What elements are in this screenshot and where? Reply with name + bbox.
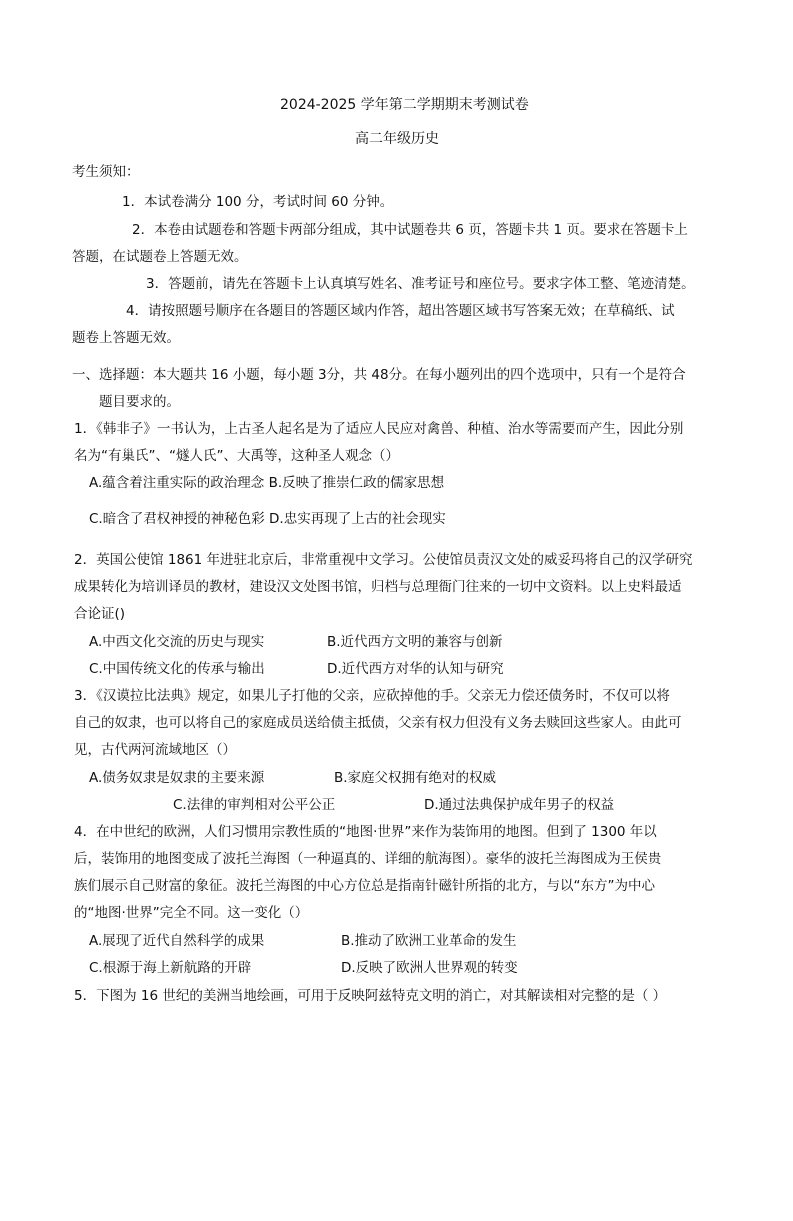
question-4-stem-cont-2: 族们展示自己财富的象征。波托兰海图的中心方位总是指南针磁针所指的北方，与以“东方”为中心: [74, 878, 655, 894]
question-5-stem: 5．下图为 16 世纪的美洲当地绘画，可用于反映阿兹特克文明的消亡，对其解读相对完整的是（ ）: [74, 988, 667, 1004]
question-2-option-c: C.中国传统文化的传承与输出: [89, 661, 265, 677]
question-2-stem-cont-2: 合论证(): [74, 606, 126, 622]
question-1-options-cd: [89, 510, 446, 528]
exam-title: 2024-2025 学年第二学期期末考测试卷: [280, 97, 529, 113]
question-3-option-c: C.法律的审判相对公平公正: [173, 797, 336, 813]
question-3-option-b: B.家庭父权拥有绝对的权威: [334, 770, 497, 786]
question-4-stem-cont-3: 的“地图·世界”完全不同。这一变化（）: [74, 905, 309, 921]
section-heading-cont: 题目要求的。: [99, 394, 180, 410]
question-4-option-c: C.根源于海上新航路的开辟: [89, 960, 252, 976]
question-1-stem-cont: 名为“有巢氏”、“燧人氏”、大禹等，这种圣人观念（）: [74, 448, 399, 464]
question-2-option-d: D.近代西方对华的认知与研究: [327, 661, 504, 677]
question-4-stem-cont-1: 后，装饰用的地图变成了波托兰海图（一种逼真的、详细的航海图）。豪华的波托兰海图成为王侯贵: [74, 851, 662, 867]
notice-item-4: 4．请按照题号顺序在各题目的答题区域内作答，超出答题区域书写答案无效；在草稿纸、试: [126, 303, 675, 319]
notice-item-4-cont: 题卷上答题无效。: [72, 330, 180, 346]
exam-subtitle: 高二年级历史: [355, 131, 439, 147]
notice-item-1: 1．本试卷满分 100 分，考试时间 60 分钟。: [122, 194, 394, 210]
question-1-stem: 1．《韩非子》一书认为，上古圣人起名是为了适应人民应对禽兽、种植、治水等需要而产生，因此分别: [74, 421, 684, 437]
question-1-options-ab: [89, 474, 444, 492]
question-4-stem: 4．在中世纪的欧洲，人们习惯用宗教性质的“地图·世界”来作为装饰用的地图。但到了 1300 年以: [74, 824, 657, 840]
question-1-option-a: A.蕴含着注重实际的政治理念: [89, 475, 265, 491]
notice-heading: 考生须知：: [72, 164, 140, 180]
notice-item-3: 3．答题前，请先在答题卡上认真填写姓名、准考证号和座位号。要求字体工整、笔迹清楚。: [146, 276, 695, 292]
question-3-stem-cont-2: 见，古代两河流域地区（）: [74, 742, 236, 758]
question-3-option-a: A.债务奴隶是奴隶的主要来源: [89, 770, 265, 786]
notice-item-2: 2．本卷由试题卷和答题卡两部分组成，其中试题卷共 6 页，答题卡共 1 页。要求在答题卡上: [132, 222, 688, 238]
question-2-stem: 2．英国公使馆 1861 年进驻北京后，非常重视中文学习。公使馆员责汉文处的威妥玛将自己的汉学研究: [74, 552, 693, 568]
question-2-option-b: B.近代西方文明的兼容与创新: [327, 634, 503, 650]
question-3-stem: 3．《汉谟拉比法典》规定，如果儿子打他的父亲，应砍掉他的手。父亲无力偿还债务时，不仅可以将: [74, 688, 670, 704]
question-1-option-c: C.暗含了君权神授的神秘色彩: [89, 511, 265, 527]
section-heading: 一、选择题：本大题共 16 小题，每小题 3分，共 48分。在每小题列出的四个选项中，只有一个是符合: [72, 367, 686, 383]
notice-item-2-cont: 答题，在试题卷上答题无效。: [72, 249, 248, 265]
question-1-option-b: B.反映了推崇仁政的儒家思想: [268, 475, 445, 491]
question-4-option-a: A.展现了近代自然科学的成果: [89, 933, 265, 949]
question-4-option-b: B.推动了欧洲工业革命的发生: [341, 933, 517, 949]
question-4-option-d: D.反映了欧洲人世界观的转变: [341, 960, 518, 976]
question-2-stem-cont-1: 成果转化为培训译员的教材，建设汉文处图书馆，归档与总理衙门往来的一切中文资料。以上史料最适: [74, 579, 682, 595]
question-2-option-a: A.中西文化交流的历史与现实: [89, 634, 265, 650]
question-3-option-d: D.通过法典保护成年男子的权益: [424, 797, 615, 813]
question-1-option-d: D.忠实再现了上古的社会现实: [269, 511, 446, 527]
question-3-stem-cont-1: 自己的奴隶，也可以将自己的家庭成员送给债主抵债，父亲有权力但没有义务去赎回这些家人。由此可: [74, 715, 682, 731]
